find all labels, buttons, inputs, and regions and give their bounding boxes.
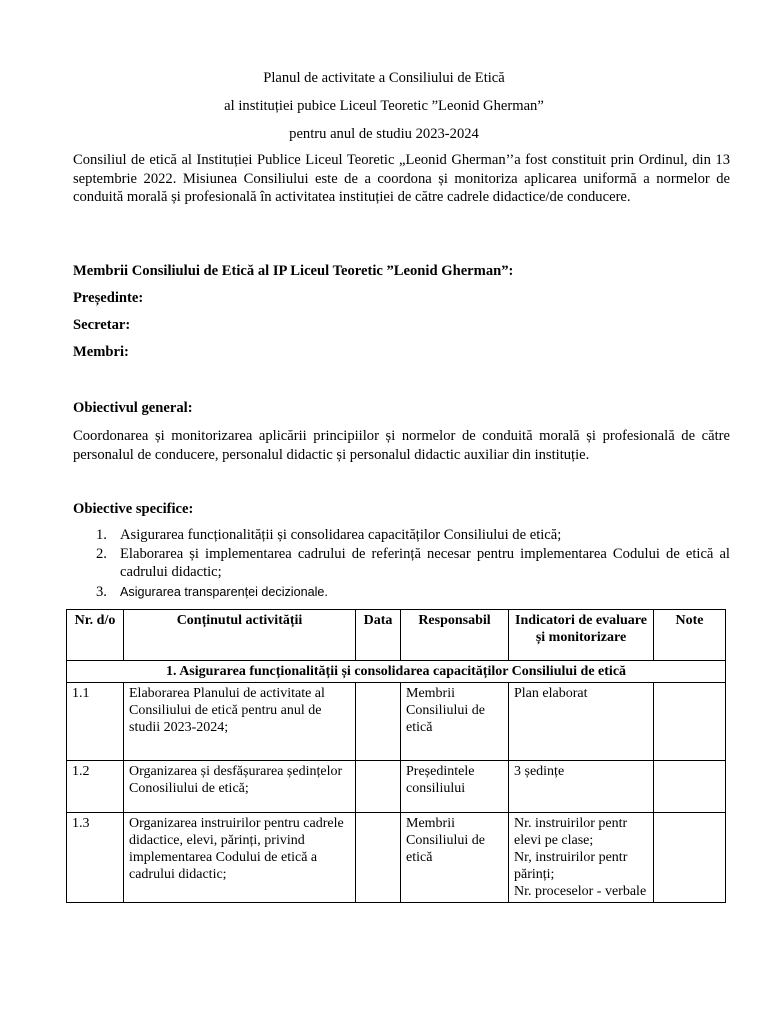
specific-objectives-list bbox=[73, 526, 730, 601]
cell-nr: 1.2 bbox=[67, 761, 124, 813]
specific-objectives-heading: Obiective specifice: bbox=[73, 501, 194, 517]
list-item bbox=[73, 545, 730, 582]
list-item-text: Asigurarea funcționalității și consolidarea capacităților Consiliului de etică; bbox=[120, 527, 562, 543]
members-label: Membri: bbox=[73, 344, 129, 360]
list-item-text: Elaborarea și implementarea cadrului de referință necesar pentru implementarea Codului de etică al cadrului didactic; bbox=[120, 545, 730, 580]
table-row bbox=[67, 761, 726, 813]
secretary-label: Secretar: bbox=[73, 317, 131, 333]
table-row bbox=[67, 683, 726, 761]
general-objective-heading: Obiectivul general: bbox=[73, 400, 193, 416]
cell-content: Elaborarea Planului de activitate al Consiliului de etică pentru anul de studii 2023-2024; bbox=[124, 683, 356, 761]
intro-paragraph: Consiliul de etică al Instituției Publice Liceul Teoretic „Leonid Gherman’’a fost constituit prin Ordinul, din 13 septembrie 2022. Misiunea Consiliului este de a coordona și monitoriza aplicarea uniformă a normelor de conduită morală și profesională în activitatea instituției de către cadrele didactice/de conducere. bbox=[73, 152, 730, 205]
header-indicators: Indicatori de evaluare și monitorizare bbox=[509, 610, 654, 661]
list-item-text: Asigurarea transparenței decizionale. bbox=[120, 584, 328, 599]
cell-note bbox=[654, 761, 726, 813]
section-row bbox=[67, 661, 726, 683]
cell-indicator: 3 ședințe bbox=[509, 761, 654, 813]
cell-note bbox=[654, 813, 726, 903]
list-item bbox=[73, 526, 730, 545]
cell-note bbox=[654, 683, 726, 761]
header-content: Conținutul activității bbox=[124, 610, 356, 661]
header-notes: Note bbox=[654, 610, 726, 661]
list-item bbox=[73, 583, 730, 602]
table-header-row bbox=[67, 610, 726, 661]
cell-date bbox=[356, 813, 401, 903]
cell-date bbox=[356, 683, 401, 761]
cell-indicator: Plan elaborat bbox=[509, 683, 654, 761]
indicator-line: Nr, instruirilor pentr părinți; bbox=[514, 850, 628, 882]
president-label: Președinte: bbox=[73, 290, 144, 306]
cell-content: Organizarea și desfășurarea ședințelor Conosiliului de etică; bbox=[124, 761, 356, 813]
cell-responsible: Președintele consiliului bbox=[401, 761, 509, 813]
indicator-line: Nr. instruirilor pentr elevi pe clase; bbox=[514, 816, 628, 848]
cell-responsible: Membrii Consiliului de etică bbox=[401, 683, 509, 761]
document-title-line-3: pentru anul de studiu 2023-2024 bbox=[289, 126, 479, 142]
cell-nr: 1.1 bbox=[67, 683, 124, 761]
cell-indicator bbox=[509, 813, 654, 903]
list-item-number: 3. bbox=[96, 583, 107, 600]
table-row bbox=[67, 813, 726, 903]
activity-plan-table bbox=[66, 609, 726, 903]
document-title-line-2: al instituției pubice Liceul Teoretic ”Leonid Gherman” bbox=[224, 98, 544, 114]
general-objective-text: Coordonarea și monitorizarea aplicării principiilor și normelor de conduită morală și profesională de către personalul de conducere, personalul didactic și personalul didactic auxiliar din instituție. bbox=[73, 428, 730, 463]
list-item-number: 1. bbox=[96, 527, 107, 543]
cell-content: Organizarea instruirilor pentru cadrele didactice, elevi, părinți, privind implementarea Codului de etică a cadrului didactic; bbox=[124, 813, 356, 903]
section-title: 1. Asigurarea funcționalității și consolidarea capacităților Consiliului de etică bbox=[67, 661, 726, 683]
list-item-number: 2. bbox=[96, 545, 107, 562]
cell-responsible: Membrii Consiliului de etică bbox=[401, 813, 509, 903]
cell-date bbox=[356, 761, 401, 813]
indicator-line: Nr. proceselor - verbale bbox=[514, 884, 647, 899]
header-responsible: Responsabil bbox=[401, 610, 509, 661]
cell-nr: 1.3 bbox=[67, 813, 124, 903]
header-date: Data bbox=[356, 610, 401, 661]
header-nr: Nr. d/o bbox=[67, 610, 124, 661]
members-heading: Membrii Consiliului de Etică al IP Liceul Teoretic ”Leonid Gherman”: bbox=[73, 263, 514, 279]
document-title-line-1: Planul de activitate a Consiliului de Etică bbox=[263, 70, 505, 86]
